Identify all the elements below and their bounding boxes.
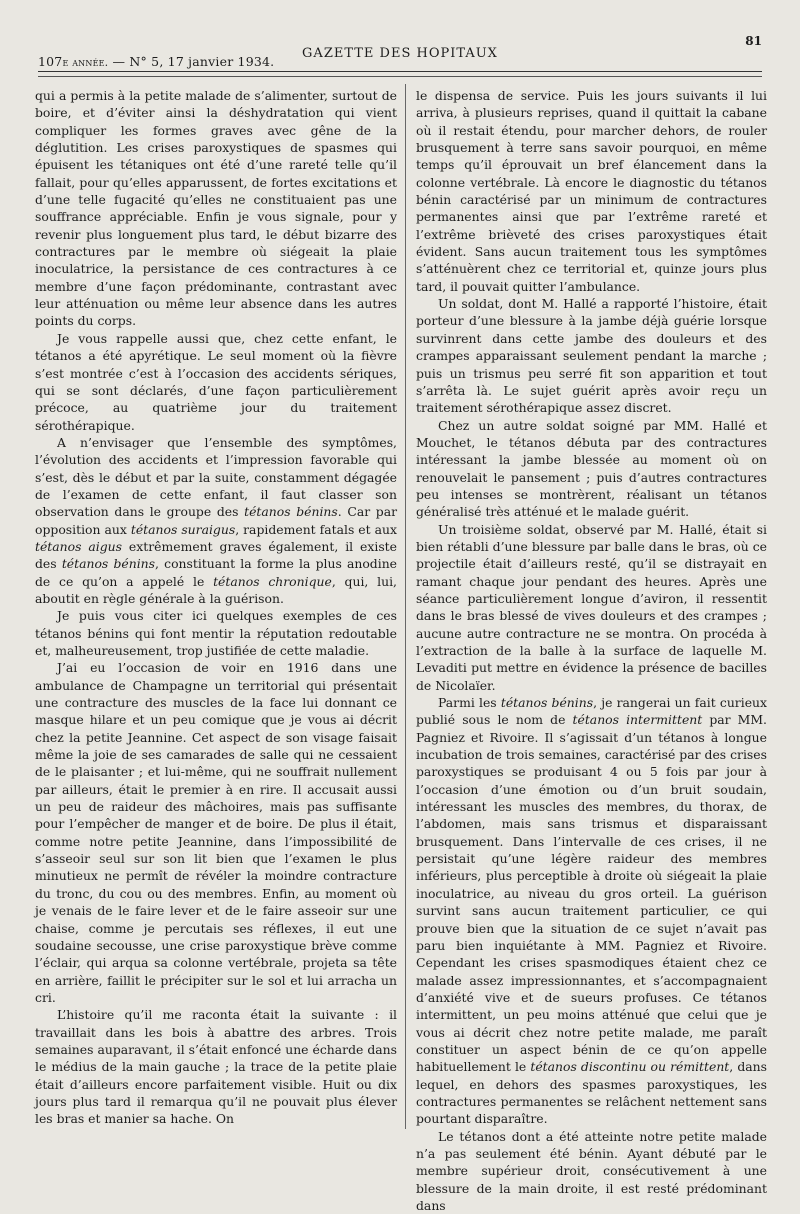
header-rule-thin: [38, 76, 762, 77]
paragraph: Un troisième soldat, observé par M. Hallé, était si bien rétabli d’une blessure par balle dans le bras, où ce projectile était d’ailleurs resté, qu’il se distrayait en ramant chaque jour pendant des heures. Après une séance particulièrement longue d’aviron, il ressentit dans le bras blessé de vives douleurs et des crampes ; aucune autre contracture ne se montra. On procéda à l’extraction de la balle à la surface de laquelle M. Levaditi put mettre en évidence la présence de bacilles de Nicolaïer.: [416, 521, 767, 693]
journal-title: GAZETTE DES HOPITAUX: [302, 46, 498, 61]
volume-suffix: e année.: [62, 56, 109, 69]
column-divider: [405, 84, 406, 1129]
paragraph: Je vous rappelle aussi que, chez cette enfant, le tétanos a été apyrétique. Le seul moment où la fièvre s’est montrée c’est à l’occasion des accidents sériques, qui se sont déclarés, d’une façon particulièrement précoce, au quatrième jour du traitement sérothérapique.: [35, 330, 397, 433]
left-column: [35, 87, 397, 1129]
italic-term: tétanos bénins: [244, 504, 338, 520]
page-number: 81: [745, 34, 762, 48]
page-header: [38, 30, 762, 70]
italic-term: tétanos suraigus: [130, 521, 236, 537]
header-rule: [38, 71, 762, 72]
paragraph: Parmi les tétanos bénins, je rangerai un fait curieux publié sous le nom de tétanos intermittent par MM. Pagniez et Rivoire. Il s’agissait d’un tétanos à longue incubation de trois semaines, caractérisé par des crises paroxystiques se produisant 4 ou 5 fois par jour à l’occasion d’une émotion ou d’un bruit soudain, intéressant les muscles des membres, du thorax, de l’abdomen, mais sans trismus et disparaissant brusquement. Dans l’intervalle de ces crises, il ne persistait qu’une légère raideur des membres inférieurs, plus perceptible à droite où siégeait la plaie inoculatrice, au niveau du gros orteil. La guérison survint sans aucun traitement particulier, ce qui prouve bien que la situation de ce sujet n’avait pas paru bien inquiétante à MM. Pagniez et Rivoire. Cependant les crises spasmodiques étaient chez ce malade assez impressionnantes, et s’accompagnaient d’anxiété vive et de sueurs profuses. Ce tétanos intermittent, un peu moins atténué que celui que je vous ai décrit chez notre petite malade, me paraît constituer un aspect bénin de ce qu’on appelle habituellement le tétanos discontinu ou rémittent, dans lequel, en dehors des spasmes paroxystiques, les contractures permanentes se relâchent nettement sans pourtant disparaître.: [416, 695, 767, 1127]
italic-term: tétanos aigus: [35, 538, 123, 554]
paragraph: Un soldat, dont M. Hallé a rapporté l’histoire, était porteur d’une blessure à la jambe déjà guérie lorsque survinrent dans cette jambe des douleurs et des crampes apparaissant seulement pendant la marche ; puis un trismus peu serré fit son apparition et tout s’arrêta là. Le sujet guérit après avoir reçu un traitement sérothérapique assez discret.: [416, 296, 767, 416]
paragraph: qui a permis à la petite malade de s’alimenter, surtout de boire, et d’éviter ainsi la déshydratation qui vient compliquer les formes graves avec gêne de la déglutition. Les crises paroxystiques de spasmes qui épuisent les tétaniques ont été d’une rareté telle qu’il fallait, pour qu’elles apparussent, de fortes excitations et d’une telle fugacité qu’elles ne constituaient pas une souffrance appréciable. Enfin je vous signale, pour y revenir plus longuement plus tard, le début bizarre des contractures par le membre où siégeait la plaie inoculatrice, la persistance de ces contractures à ce membre d’une façon prédominante, contrastant avec leur atténuation ou même leur absence dans les autres points du corps.: [35, 88, 397, 329]
paragraph: J’ai eu l’occasion de voir en 1916 dans une ambulance de Champagne un territorial qui présentait une contracture des muscles de la face lui donnant ce masque hilare et un peu comique que je vous ai décrit chez la petite Jeannine. Cet aspect de son visage faisait même la joie de ses camarades de salle qui ne cessaient de le plaisanter ; et lui-même, qui ne souffrait nullement par ailleurs, était le premier à en rire. Il accusait aussi un peu de raideur des mâchoires, mais pas suffisante pour l’empêcher de manger et de boire. De plus il était, comme notre petite Jeannine, dans l’impossibilité de s’asseoir seul sur son lit bien que l’examen le plus minutieux ne permît de révéler la moindre contracture du tronc, du cou ou des membres. Enfin, au moment où je venais de le faire lever et de le faire asseoir sur une chaise, comme je percutais ses réflexes, il eut une soudaine secousse, une crise paroxystique brève comme l’éclair, qui arqua sa colonne vertébrale, projeta sa tête en arrière, faillit le précipiter sur le sol et lui arracha un cri.: [35, 660, 397, 1005]
italic-term: tétanos discontinu ou rémittent: [530, 1059, 730, 1075]
issue-date: — N° 5, 17 janvier 1934.: [112, 54, 275, 69]
italic-term: tétanos bénins: [500, 695, 594, 711]
paragraph: le dispensa de service. Puis les jours suivants il lui arriva, à plusieurs reprises, quand il quittait la cabane où il restait étendu, pour marcher dehors, de rouler brusquement à terre sans savoir pourquoi, en même temps qu’il éprouvait un bref élancement dans la colonne vertébrale. Là encore le diagnostic du tétanos bénin caractérisé par un minimum de contractures permanentes ainsi que par l’extrême rareté et l’extrême brièveté des crises paroxystiques était évident. Sans aucun traitement tous les symptômes s’atténuèrent chez ce territorial et, quinze jours plus tard, il pouvait quitter l’ambulance.: [416, 88, 767, 294]
paragraph: A n’envisager que l’ensemble des symptômes, l’évolution des accidents et l’impression favorable qui s’est, dès le début et par la suite, constamment dégagée de l’examen de cette enfant, il faut classer son observation dans le groupe des tétanos bénins. Car par opposition aux tétanos suraigus, rapidement fatals et aux tétanos aigus extrêmement graves également, il existe des tétanos bénins, constituant la forme la plus anodine de ce qu’on a appelé le tétanos chronique, qui, lui, aboutit en règle générale à la guérison.: [35, 434, 398, 606]
italic-term: tétanos chronique: [213, 573, 332, 589]
italic-term: tétanos intermittent: [572, 712, 703, 728]
right-column: [416, 87, 767, 1213]
paragraph: L’histoire qu’il me raconta était la suivante : il travaillait dans les bois à abattre des arbres. Trois semaines auparavant, il s’était enfoncé une écharde dans le médius de la main gauche ; la trace de la petite plaie était d’ailleurs encore parfaitement visible. Huit ou dix jours plus tard il remarqua qu’il ne pouvait plus élever les bras et manier sa hache. On: [35, 1007, 397, 1127]
volume-number: 107: [38, 54, 63, 69]
italic-term: tétanos bénins: [61, 556, 156, 572]
paragraph: Le tétanos dont a été atteinte notre petite malade n’a pas seulement été bénin. Ayant débuté par le membre supérieur droit, consécutivement à une blessure de la main droite, il est resté prédominant dans: [416, 1128, 767, 1213]
paragraph: Chez un autre soldat soigné par MM. Hallé et Mouchet, le tétanos débuta par des contractures intéressant la jambe blessée au moment où on renouvelait le pansement ; puis d’autres contractures peu intenses se montrèrent, réalisant un tétanos généralisé très atténué et le malade guérit.: [416, 417, 767, 520]
paragraph: Je puis vous citer ici quelques exemples de ces tétanos bénins qui font mentir la réputation redoutable et, malheureusement, trop justifiée de cette maladie.: [35, 608, 397, 658]
